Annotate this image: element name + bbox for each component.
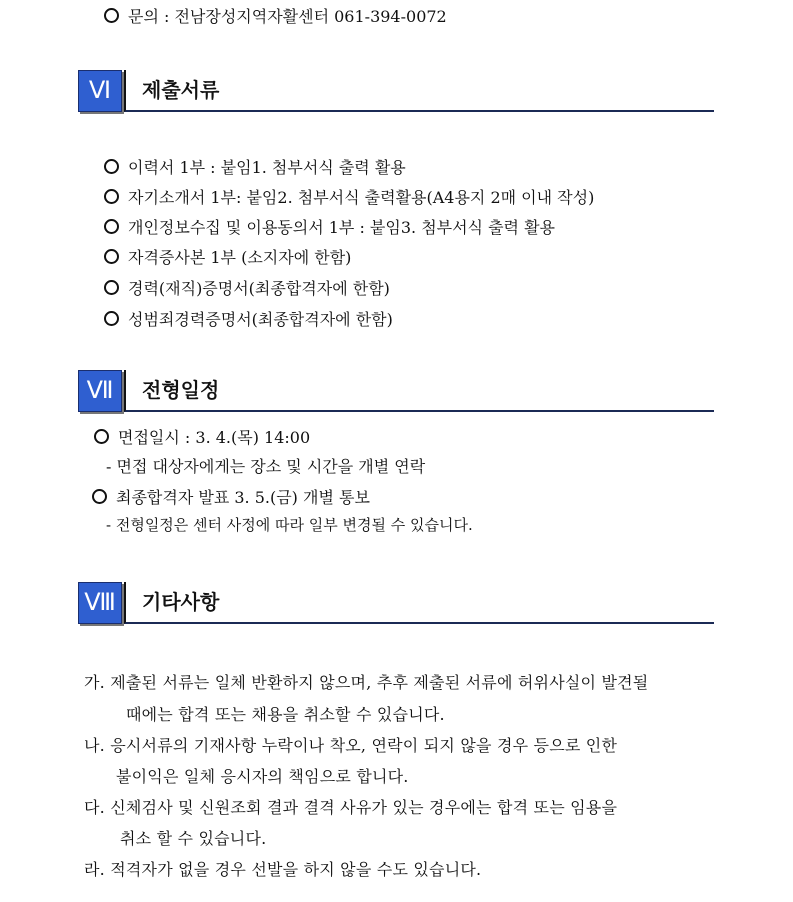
circle-bullet-icon bbox=[104, 249, 119, 264]
section-numeral: Ⅵ bbox=[78, 70, 122, 112]
circle-bullet-icon bbox=[92, 489, 107, 504]
circle-bullet-icon bbox=[104, 8, 119, 23]
circle-bullet-icon bbox=[94, 429, 109, 444]
section-numeral: Ⅷ bbox=[78, 582, 122, 624]
list-item: 경력(재직)증명서(최종합격자에 한함) bbox=[104, 276, 390, 299]
section-header-misc bbox=[78, 582, 714, 626]
schedule-item: 면접일시 : 3. 4.(목) 14:00 bbox=[94, 425, 310, 448]
section-header-schedule bbox=[78, 370, 714, 414]
list-item: 개인정보수집 및 이용동의서 1부 : 붙임3. 첨부서식 출력 활용 bbox=[104, 215, 555, 238]
paragraph-line: 나. 응시서류의 기재사항 누락이나 착오, 연락이 되지 않을 경우 등으로 인한 bbox=[84, 736, 618, 755]
section-title: 제출서류 bbox=[124, 70, 714, 112]
contact-line: 문의 : 전남장성지역자활센터 061-394-0072 bbox=[104, 4, 447, 27]
schedule-item: 최종합격자 발표 3. 5.(금) 개별 통보 bbox=[92, 485, 370, 508]
paragraph-line: 라. 적격자가 없을 경우 선발을 하지 않을 수도 있습니다. bbox=[84, 860, 482, 879]
paragraph-line: 가. 제출된 서류는 일체 반환하지 않으며, 추후 제출된 서류에 허위사실이 발견될 bbox=[84, 673, 649, 692]
circle-bullet-icon bbox=[104, 311, 119, 326]
circle-bullet-icon bbox=[104, 280, 119, 295]
list-item: 자격증사본 1부 (소지자에 한함) bbox=[104, 245, 351, 268]
section-title: 전형일정 bbox=[124, 370, 714, 412]
list-item: 성범죄경력증명서(최종합격자에 한함) bbox=[104, 307, 393, 330]
section-numeral: Ⅶ bbox=[78, 370, 122, 412]
circle-bullet-icon bbox=[104, 159, 119, 174]
paragraph-line: 다. 신체검사 및 신원조회 결과 결격 사유가 있는 경우에는 합격 또는 임용을 bbox=[84, 798, 618, 817]
list-item: 자기소개서 1부: 붙임2. 첨부서식 출력활용(A4용지 2매 이내 작성) bbox=[104, 185, 594, 208]
paragraph-line: 불이익은 일체 응시자의 책임으로 합니다. bbox=[116, 767, 409, 786]
schedule-note: - 면접 대상자에게는 장소 및 시간을 개별 연락 bbox=[106, 457, 426, 476]
paragraph-line: 취소 할 수 있습니다. bbox=[120, 829, 267, 848]
section-header-documents bbox=[78, 70, 714, 114]
paragraph-line: 때에는 합격 또는 채용을 취소할 수 있습니다. bbox=[126, 705, 445, 724]
circle-bullet-icon bbox=[104, 219, 119, 234]
list-item: 이력서 1부 : 붙임1. 첨부서식 출력 활용 bbox=[104, 155, 406, 178]
section-title: 기타사항 bbox=[124, 582, 714, 624]
circle-bullet-icon bbox=[104, 189, 119, 204]
schedule-note: - 전형일정은 센터 사정에 따라 일부 변경될 수 있습니다. bbox=[106, 516, 473, 534]
